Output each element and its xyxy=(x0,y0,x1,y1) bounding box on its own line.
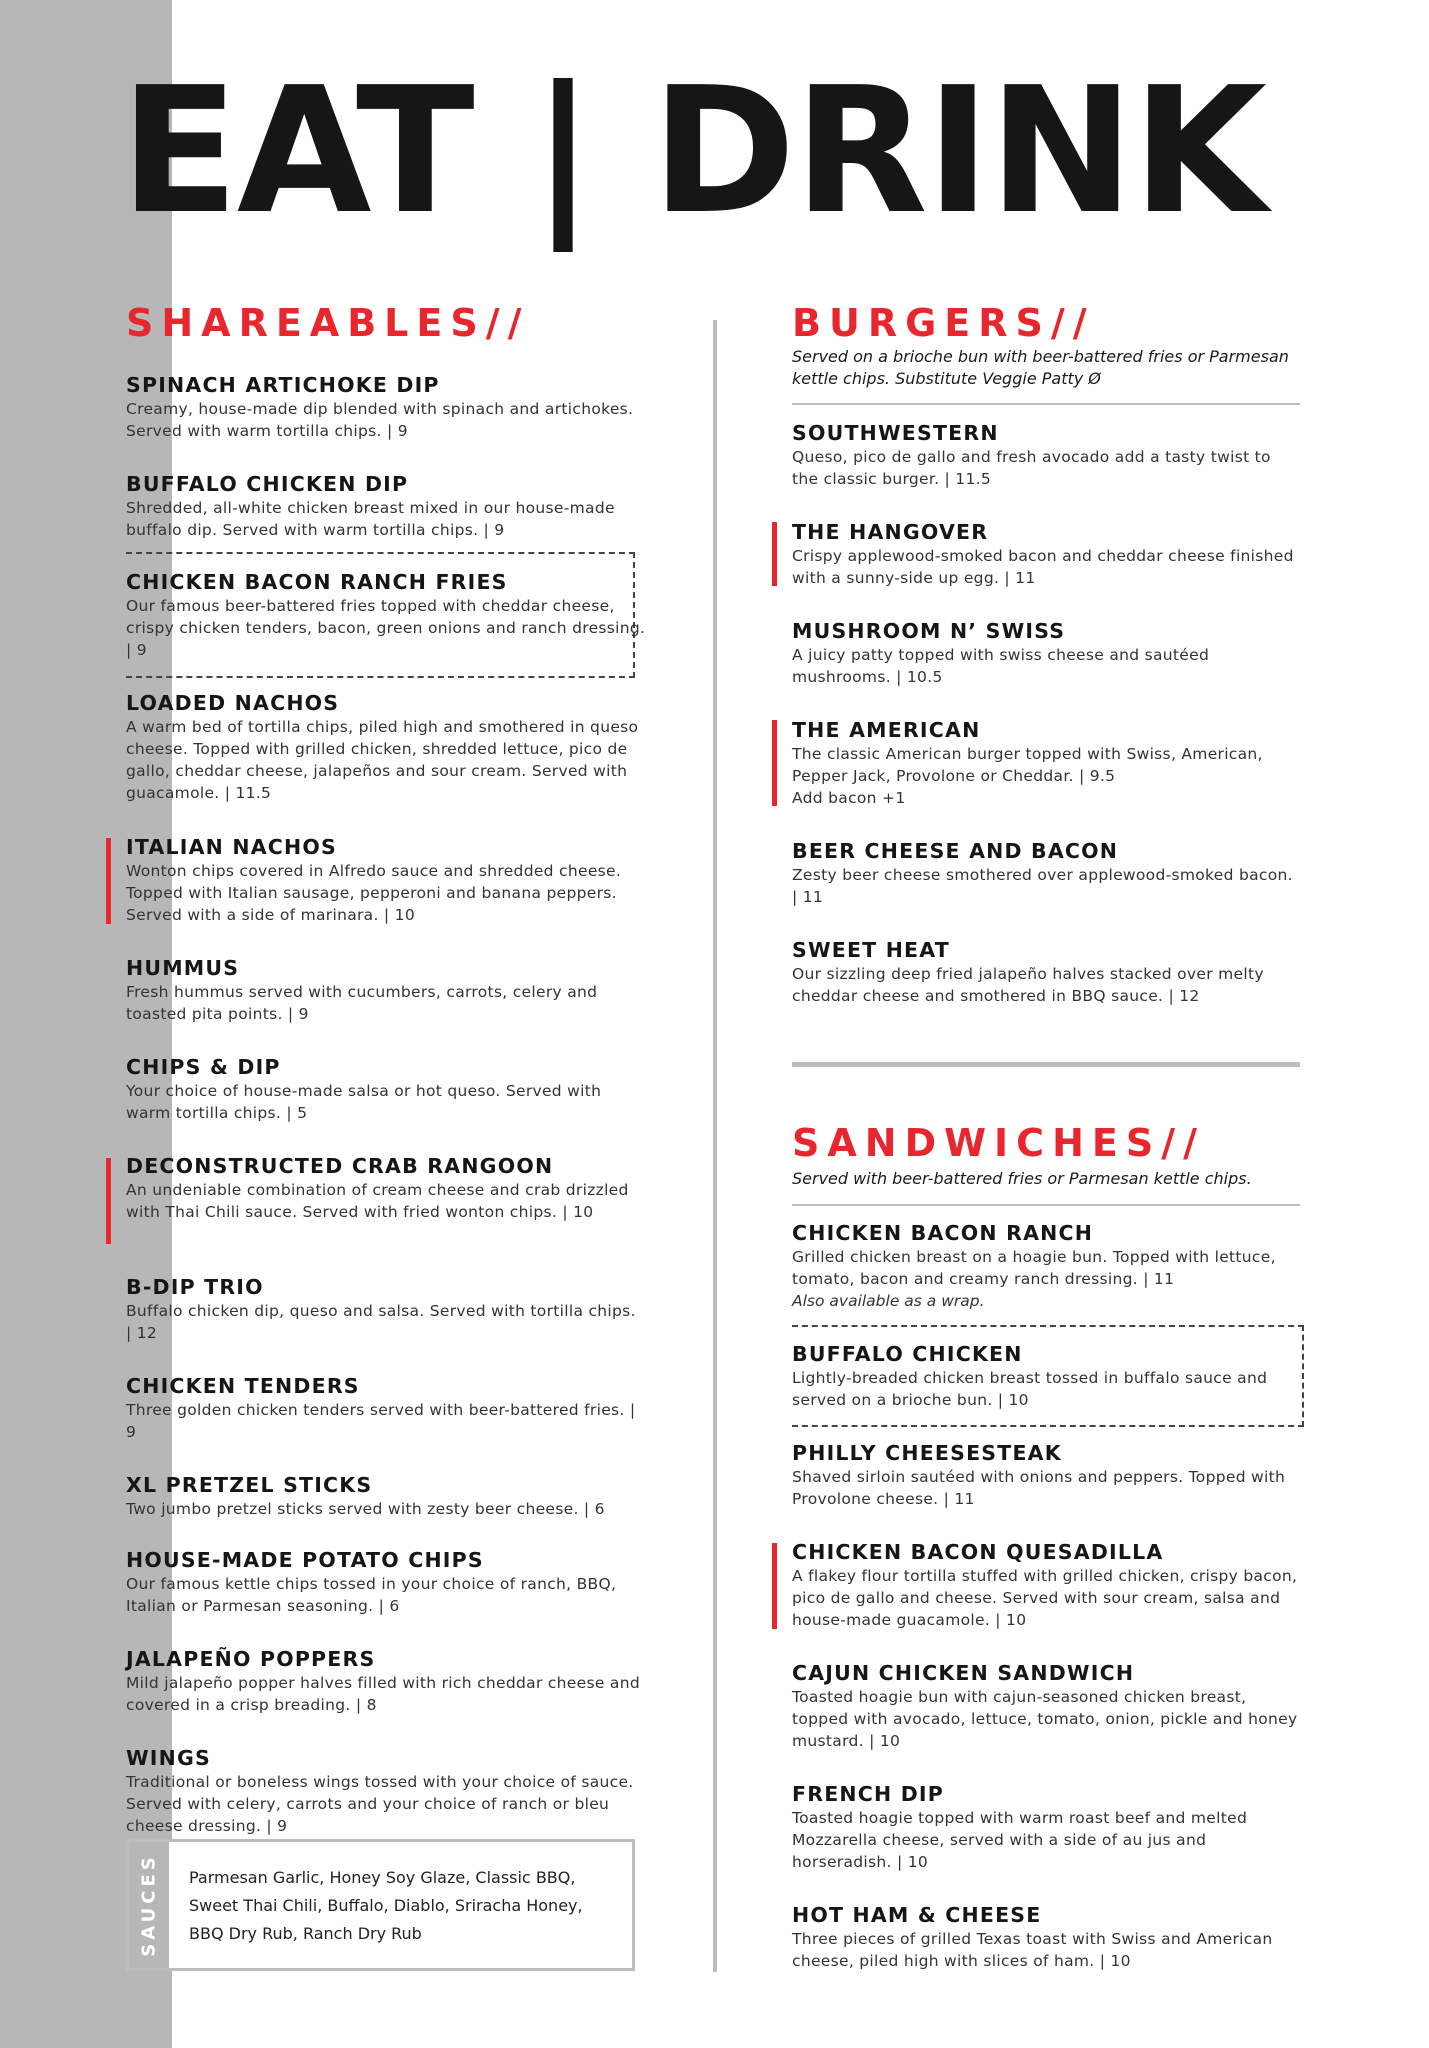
menu-item xyxy=(792,717,1302,809)
item-desc: An undeniable combination of cream cheese and crab drizzled with Thai Chili sauce. Served with fried wonton chips. | 10 xyxy=(126,1181,629,1221)
item-desc: Queso, pico de gallo and fresh avocado add a tasty twist to the classic burger. | 11.5 xyxy=(792,448,1271,488)
menu-item xyxy=(792,1539,1302,1631)
menu-item xyxy=(792,937,1302,1007)
item-name: THE AMERICAN xyxy=(792,718,981,742)
menu-item xyxy=(126,690,646,804)
item-desc: Toasted hoagie topped with warm roast beef and melted Mozzarella cheese, served with a side of au jus and horseradish. | 10 xyxy=(792,1809,1248,1871)
item-name: JALAPEÑO POPPERS xyxy=(126,1647,376,1671)
item-name: ITALIAN NACHOS xyxy=(126,835,337,859)
item-name: DECONSTRUCTED CRAB RANGOON xyxy=(126,1154,554,1178)
item-name: WINGS xyxy=(126,1746,211,1770)
item-name: MUSHROOM N’ SWISS xyxy=(792,619,1066,643)
item-desc: Your choice of house-made salsa or hot queso. Served with warm tortilla chips. | 5 xyxy=(126,1082,602,1122)
red-accent-marker xyxy=(772,522,777,586)
item-name: CAJUN CHICKEN SANDWICH xyxy=(792,1661,1135,1685)
item-desc: A flakey flour tortilla stuffed with grilled chicken, crispy bacon, pico de gallo and cheese. Served with sour cream, salsa and house-made guacamole. | 10 xyxy=(792,1567,1298,1629)
column-divider xyxy=(713,320,717,1972)
menu-item xyxy=(126,1153,646,1223)
item-desc: Grilled chicken breast on a hoagie bun. Topped with lettuce, tomato, bacon and creamy ranch dressing. | 11 xyxy=(792,1248,1276,1288)
red-accent-marker xyxy=(106,838,111,924)
item-name: B-DIP TRIO xyxy=(126,1275,264,1299)
item-desc: Three pieces of grilled Texas toast with Swiss and American cheese, piled high with slices of ham. | 10 xyxy=(792,1930,1273,1970)
menu-item xyxy=(126,1547,646,1617)
item-name: FRENCH DIP xyxy=(792,1782,944,1806)
item-desc: A juicy patty topped with swiss cheese and sautéed mushrooms. | 10.5 xyxy=(792,646,1210,686)
item-name: HUMMUS xyxy=(126,956,240,980)
sauces-tab xyxy=(129,1842,169,1968)
item-desc: Our sizzling deep fried jalapeño halves stacked over melty cheddar cheese and smothered in BBQ sauce. | 12 xyxy=(792,965,1264,1005)
menu-item xyxy=(126,1373,646,1443)
item-desc: Lightly-breaded chicken breast tossed in buffalo sauce and served on a brioche bun. | 10 xyxy=(792,1369,1268,1409)
item-desc: Shredded, all-white chicken breast mixed in our house-made buffalo dip. Served with warm tortilla chips. | 9 xyxy=(126,499,615,539)
red-accent-marker xyxy=(772,720,777,806)
item-desc: The classic American burger topped with Swiss, American, Pepper Jack, Provolone or Cheddar. | 9.5 xyxy=(792,745,1263,785)
red-accent-marker xyxy=(772,1543,777,1629)
item-name: CHIPS & DIP xyxy=(126,1055,281,1079)
item-note: Also available as a wrap. xyxy=(792,1292,985,1310)
item-name: LOADED NACHOS xyxy=(126,691,340,715)
item-desc: Wonton chips covered in Alfredo sauce and shredded cheese. Topped with Italian sausage, pepperoni and banana peppers. Served with a side of marinara. | 10 xyxy=(126,862,622,924)
item-name: PHILLY CHEESESTEAK xyxy=(792,1441,1062,1465)
item-name: SOUTHWESTERN xyxy=(792,421,999,445)
menu-item xyxy=(126,955,646,1025)
section-separator xyxy=(792,1062,1300,1067)
menu-item xyxy=(792,420,1302,490)
menu-item xyxy=(792,1341,1302,1411)
sandwiches-subtitle: Served with beer-battered fries or Parmesan kettle chips. xyxy=(792,1169,1252,1188)
sauces-box xyxy=(126,1839,635,1971)
burgers-rule xyxy=(792,403,1300,405)
menu-item xyxy=(792,618,1302,688)
menu-item xyxy=(126,1745,646,1837)
item-desc: Traditional or boneless wings tossed with your choice of sauce. Served with celery, carrots and your choice of ranch or bleu cheese dressing. | 9 xyxy=(126,1773,634,1835)
menu-item xyxy=(126,1472,646,1520)
item-desc: Three golden chicken tenders served with beer-battered fries. | 9 xyxy=(126,1401,636,1441)
item-desc: Buffalo chicken dip, queso and salsa. Served with tortilla chips. | 12 xyxy=(126,1302,636,1342)
sandwiches-rule xyxy=(792,1204,1300,1206)
menu-item xyxy=(792,838,1302,908)
item-desc: Fresh hummus served with cucumbers, carrots, celery and toasted pita points. | 9 xyxy=(126,983,598,1023)
item-name: BUFFALO CHICKEN xyxy=(792,1342,1023,1366)
menu-item xyxy=(126,372,646,442)
item-name: THE HANGOVER xyxy=(792,520,989,544)
item-desc: Our famous beer-battered fries topped with cheddar cheese, crispy chicken tenders, bacon, green onions and ranch dressing. | 9 xyxy=(126,597,646,659)
item-name: CHICKEN BACON RANCH xyxy=(792,1221,1094,1245)
burgers-subtitle: Served on a brioche bun with beer-battered fries or Parmesan kettle chips. Substitute Veggie Patty Ø xyxy=(792,347,1289,388)
page-title: EAT | DRINK xyxy=(120,50,1266,253)
menu-item xyxy=(792,1440,1302,1510)
item-desc: Two jumbo pretzel sticks served with zesty beer cheese. | 6 xyxy=(126,1500,605,1518)
item-desc: Mild jalapeño popper halves filled with rich cheddar cheese and covered in a crisp breading. | 8 xyxy=(126,1674,640,1714)
item-desc: Our famous kettle chips tossed in your choice of ranch, BBQ, Italian or Parmesan seasoning. | 6 xyxy=(126,1575,617,1615)
sauces-list: Parmesan Garlic, Honey Soy Glaze, Classic BBQ, Sweet Thai Chili, Buffalo, Diablo, Sriracha Honey, BBQ Dry Rub, Ranch Dry Rub xyxy=(189,1868,583,1943)
shareables-heading: SHAREABLES// xyxy=(126,301,530,345)
menu-item xyxy=(126,471,646,541)
menu-item xyxy=(126,1646,646,1716)
item-name: HOT HAM & CHEESE xyxy=(792,1903,1042,1927)
item-desc: Shaved sirloin sautéed with onions and peppers. Topped with Provolone cheese. | 11 xyxy=(792,1468,1286,1508)
item-name: BUFFALO CHICKEN DIP xyxy=(126,472,409,496)
item-desc: Crispy applewood-smoked bacon and cheddar cheese finished with a sunny-side up egg. | 11 xyxy=(792,547,1294,587)
item-desc: Zesty beer cheese smothered over applewood-smoked bacon. | 11 xyxy=(792,866,1293,906)
item-name: SWEET HEAT xyxy=(792,938,950,962)
item-name: BEER CHEESE AND BACON xyxy=(792,839,1119,863)
menu-item xyxy=(792,519,1302,589)
item-note: Add bacon +1 xyxy=(792,789,906,807)
sauces-label: SAUCES xyxy=(138,1853,160,1957)
item-name: SPINACH ARTICHOKE DIP xyxy=(126,373,440,397)
item-desc: Creamy, house-made dip blended with spinach and artichokes. Served with warm tortilla chips. | 9 xyxy=(126,400,634,440)
item-name: CHICKEN BACON QUESADILLA xyxy=(792,1540,1164,1564)
menu-item xyxy=(792,1660,1302,1752)
item-name: XL PRETZEL STICKS xyxy=(126,1473,373,1497)
item-name: HOUSE-MADE POTATO CHIPS xyxy=(126,1548,484,1572)
red-accent-marker xyxy=(106,1158,111,1244)
item-desc: A warm bed of tortilla chips, piled high and smothered in queso cheese. Topped with grilled chicken, shredded lettuce, pico de gallo, cheddar cheese, jalapeños and sour cream. Served with guacamole. | 11.5 xyxy=(126,718,639,802)
menu-item xyxy=(126,569,646,661)
menu-item xyxy=(792,1220,1302,1312)
sandwiches-heading: SANDWICHES// xyxy=(792,1121,1205,1165)
menu-item xyxy=(126,1274,646,1344)
item-desc: Toasted hoagie bun with cajun-seasoned chicken breast, topped with avocado, lettuce, tomato, onion, pickle and honey mustard. | 10 xyxy=(792,1688,1298,1750)
menu-item xyxy=(792,1902,1302,1972)
item-name: CHICKEN TENDERS xyxy=(126,1374,360,1398)
menu-item xyxy=(792,1781,1302,1873)
menu-item xyxy=(126,1054,646,1124)
menu-item xyxy=(126,834,646,926)
item-name: CHICKEN BACON RANCH FRIES xyxy=(126,570,508,594)
burgers-heading: BURGERS// xyxy=(792,301,1095,345)
